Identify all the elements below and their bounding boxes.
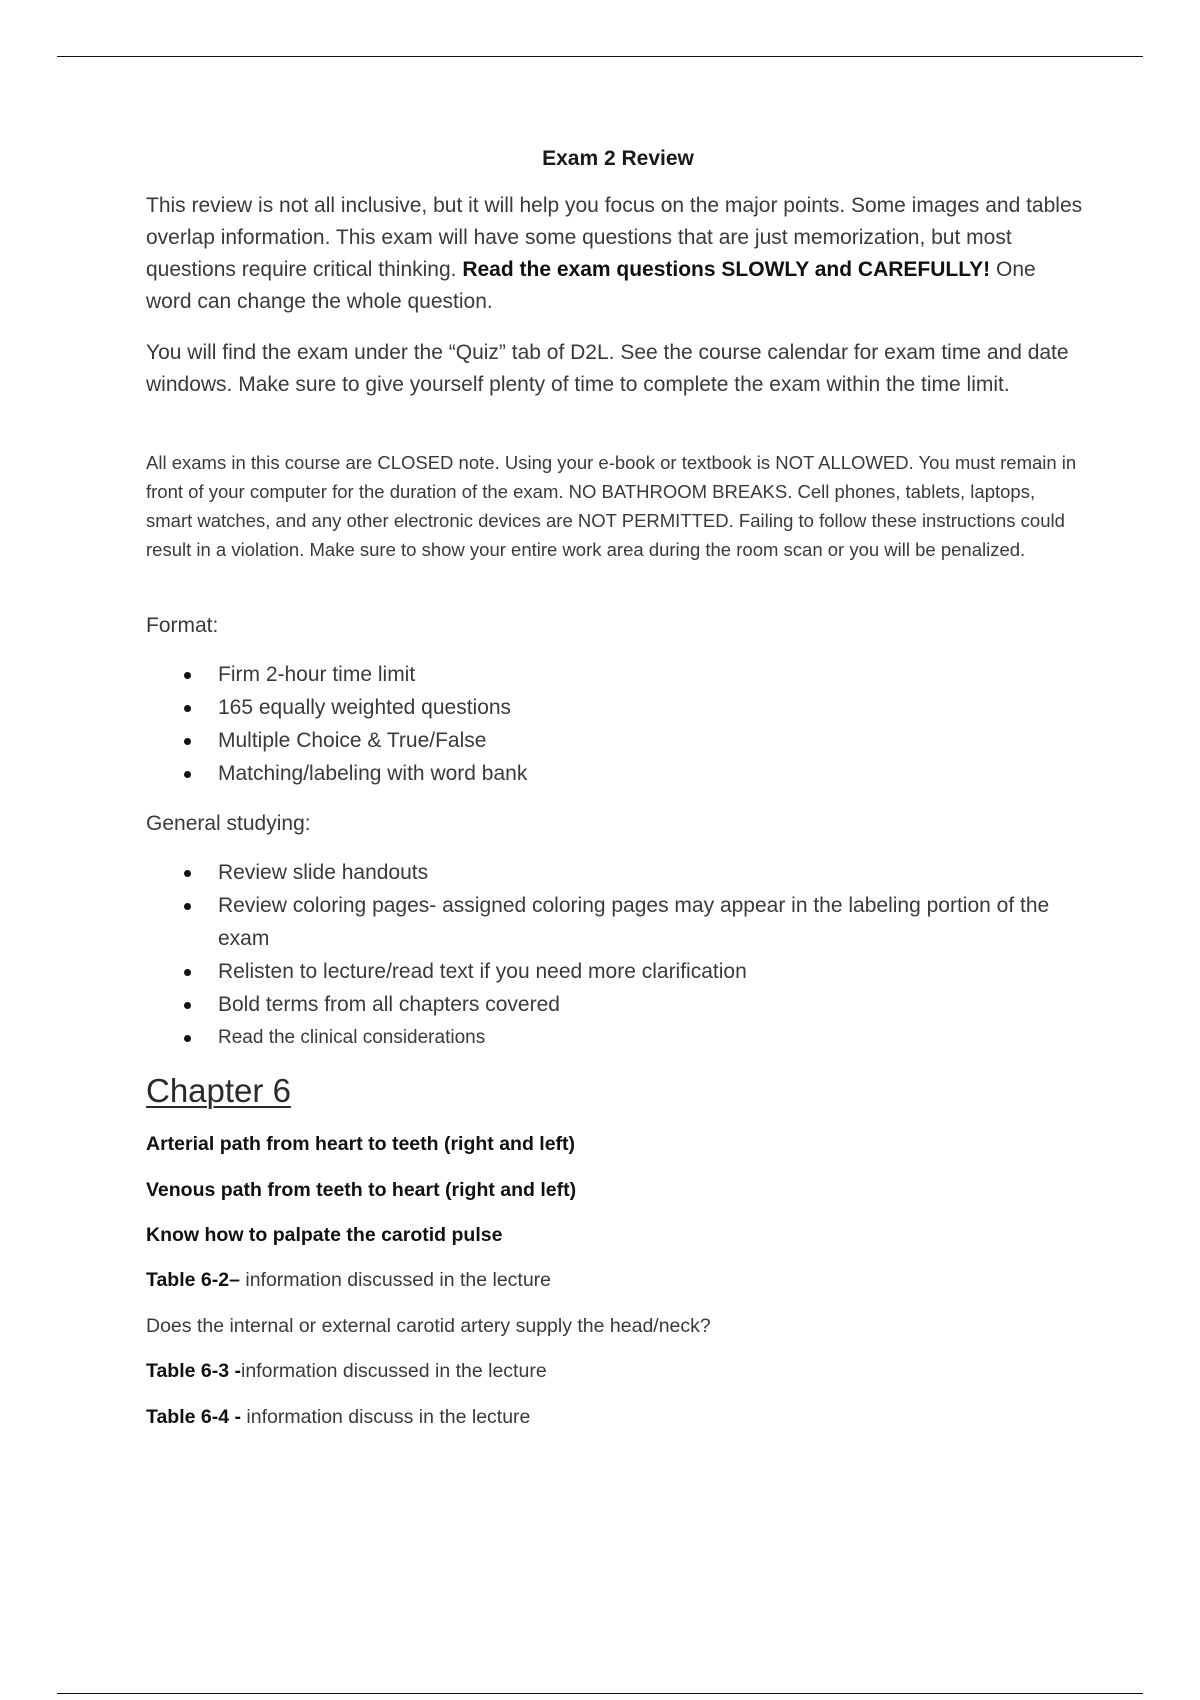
- intro-emphasis: Read the exam questions SLOWLY and CAREFULLY!: [462, 258, 991, 281]
- list-item: Read the clinical considerations: [180, 1021, 1100, 1054]
- list-item: Multiple Choice & True/False: [180, 724, 1100, 757]
- arterial-path-line: Arterial path from heart to teeth (right and left): [146, 1133, 576, 1155]
- list-item: Bold terms from all chapters covered: [180, 988, 1100, 1021]
- intro-paragraph: [146, 190, 1086, 318]
- studying-list: [180, 856, 1100, 1054]
- format-list: [180, 658, 1100, 790]
- carotid-pulse-line: Know how to palpate the carotid pulse: [146, 1224, 503, 1246]
- intro-text: This review is not all inclusive, but it will help you focus on the major points. Some images and tables overlap information. This exam will have some questions that are just memorization, but most questions require critical thinking.: [146, 194, 1083, 281]
- venous-path-line: Venous path from teeth to heart (right and left): [146, 1179, 577, 1201]
- studying-heading: General studying:: [146, 812, 311, 835]
- table-6-3-line: Table 6-3 -information discussed in the lecture: [146, 1360, 547, 1382]
- list-item: Review coloring pages- assigned coloring pages may appear in the labeling portion of the exam: [180, 889, 1100, 955]
- list-item: Relisten to lecture/read text if you need more clarification: [180, 955, 1100, 988]
- table-6-2-line: Table 6-2– information discussed in the lecture: [146, 1269, 552, 1291]
- footer-rule: [57, 1693, 1143, 1694]
- list-item: 165 equally weighted questions: [180, 691, 1100, 724]
- list-item: Matching/labeling with word bank: [180, 757, 1100, 790]
- exam-rules-paragraph: All exams in this course are CLOSED note. Using your e-book or textbook is NOT ALLOWED. You must remain in front of your computer for the duration of the exam. NO BATHROOM BREAKS. Cell phones, tablets, laptops, smart watches, and any other electronic devices are NOT PERMITTED. Failing to follow these instructions could result in a violation. Make sure to show your entire work area during the room scan or you will be penalized.: [146, 452, 1077, 560]
- list-item: Firm 2-hour time limit: [180, 658, 1100, 691]
- exam-location-paragraph: You will find the exam under the “Quiz” tab of D2L. See the course calendar for exam time and date windows. Make sure to give yourself plenty of time to complete the exam within the time limit.: [146, 341, 1069, 396]
- carotid-question-line: Does the internal or external carotid artery supply the head/neck?: [146, 1315, 711, 1337]
- document-title: Exam 2 Review: [542, 147, 694, 170]
- format-heading: Format:: [146, 614, 219, 637]
- table-6-4-line: Table 6-4 - information discuss in the lecture: [146, 1406, 531, 1428]
- intro-text-end: One word can change the whole question.: [146, 258, 1036, 313]
- list-item: Review slide handouts: [180, 856, 1100, 889]
- chapter-heading: Chapter 6: [146, 1072, 291, 1109]
- header-rule: [57, 56, 1143, 57]
